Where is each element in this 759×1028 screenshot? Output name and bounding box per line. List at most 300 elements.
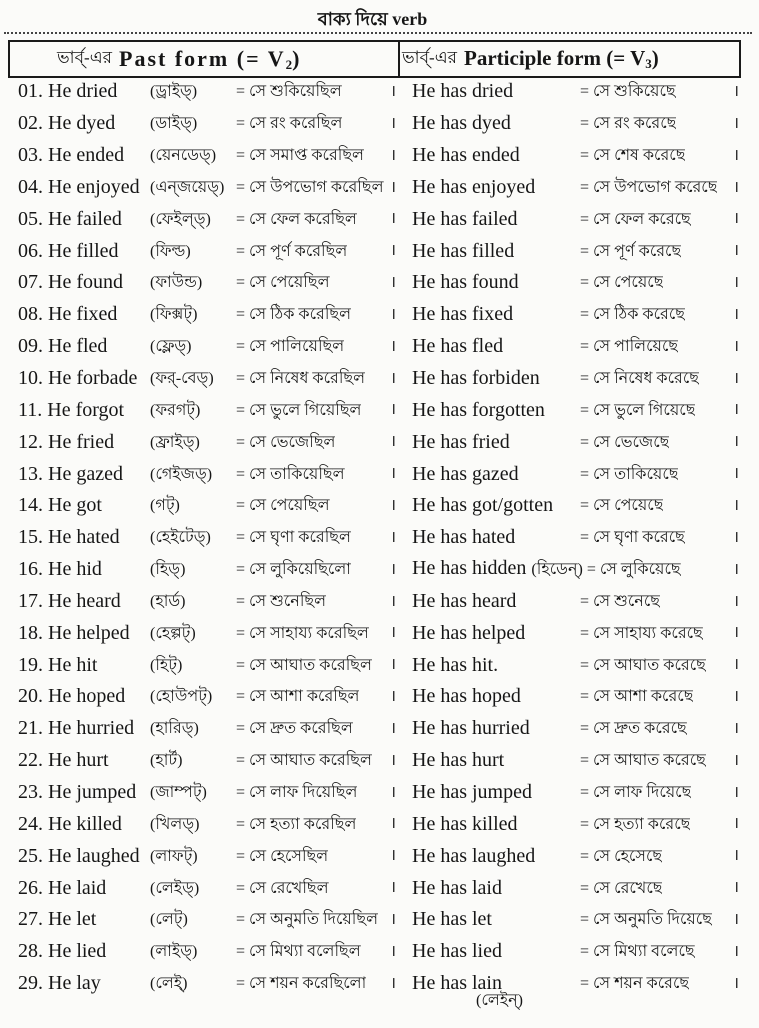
danda-end: । xyxy=(733,560,740,578)
past-form-phrase xyxy=(18,972,150,995)
dotted-divider xyxy=(4,32,752,34)
past-meaning: = সে হেসেছিল xyxy=(236,847,329,865)
past-meaning: = সে লাফ দিয়েছিল xyxy=(236,783,358,801)
danda-separator: । xyxy=(390,178,397,196)
participle-meaning: = সে দ্রুত করেছে xyxy=(580,720,687,738)
past-pronunciation: (হোউপট্) xyxy=(150,688,213,706)
row-number: 26. xyxy=(18,876,43,899)
past-form-text: He fled xyxy=(48,335,108,358)
past-pronunciation: (ফরগট্) xyxy=(150,401,201,419)
past-meaning: = সে ভুলে গিয়েছিল xyxy=(236,401,362,419)
verb-row xyxy=(0,299,759,331)
past-form-phrase xyxy=(18,590,150,613)
danda-separator: । xyxy=(390,879,397,897)
participle-phrase xyxy=(412,208,580,231)
participle-meaning: = সে পূর্ণ করেছে xyxy=(580,242,682,260)
footer-note: (লেইন্) xyxy=(476,992,523,1009)
participle-form-text: He has hidden xyxy=(412,557,527,580)
past-meaning: = সে পূর্ণ করেছিল xyxy=(236,242,348,260)
row-number: 21. xyxy=(18,717,43,740)
past-form-text: He jumped xyxy=(48,780,137,803)
participle-form-cell xyxy=(412,235,730,267)
past-meaning: = সে শয়ন করেছিলো xyxy=(236,975,367,993)
past-form-text: He hoped xyxy=(48,685,126,708)
participle-form-text: He has gazed xyxy=(412,462,519,485)
danda-end: । xyxy=(733,178,740,196)
header-participle-label xyxy=(464,46,659,72)
danda-end: । xyxy=(733,401,740,419)
participle-form-text: He has fled xyxy=(412,335,504,358)
participle-form-text: He has enjoyed xyxy=(412,175,536,198)
past-meaning: = সে মিথ্যা বলেছিল xyxy=(236,943,361,961)
past-form-phrase xyxy=(18,685,150,708)
verb-row xyxy=(0,713,759,745)
participle-meaning: = সে শয়ন করেছে xyxy=(580,975,690,993)
danda-separator: । xyxy=(390,305,397,323)
participle-phrase xyxy=(412,271,580,294)
participle-phrase xyxy=(412,749,580,772)
participle-form-cell xyxy=(412,426,730,458)
danda-separator: । xyxy=(390,942,397,960)
page-title: বাক্য দিয়ে verb xyxy=(317,9,428,29)
danda-separator: । xyxy=(390,210,397,228)
danda-separator: । xyxy=(390,528,397,546)
participle-form-cell xyxy=(412,554,730,586)
verb-row xyxy=(0,617,759,649)
past-form-phrase xyxy=(18,781,150,804)
participle-meaning: = সে ভুলে গিয়েছে xyxy=(580,401,696,419)
past-meaning: = সে তাকিয়েছিল xyxy=(236,465,345,483)
danda-end: । xyxy=(733,369,740,387)
participle-phrase xyxy=(412,367,580,390)
verb-row xyxy=(0,554,759,586)
row-number: 24. xyxy=(18,812,43,835)
past-meaning: = সে পালিয়েছিল xyxy=(236,338,345,356)
danda-separator: । xyxy=(390,719,397,737)
danda-separator: । xyxy=(390,337,397,355)
past-form-cell xyxy=(18,649,386,681)
row-number: 18. xyxy=(18,621,43,644)
past-meaning: = সে ঠিক করেছিল xyxy=(236,306,352,324)
past-form-text: He laughed xyxy=(48,844,140,867)
participle-form-cell xyxy=(412,586,730,618)
past-form-text: He forbade xyxy=(48,367,138,390)
row-number: 02. xyxy=(18,112,43,135)
verb-row xyxy=(0,904,759,936)
participle-phrase xyxy=(412,494,580,517)
past-form-text: He got xyxy=(48,494,102,517)
participle-phrase xyxy=(412,845,580,868)
past-form-cell xyxy=(18,840,386,872)
participle-meaning: = সে আঘাত করেছে xyxy=(580,752,706,770)
verb-row xyxy=(0,936,759,968)
participle-pronunciation: (হিডেন্) xyxy=(531,561,583,579)
past-form-phrase xyxy=(18,80,150,103)
verb-row xyxy=(0,108,759,140)
participle-form-cell xyxy=(412,968,730,1000)
past-pronunciation: (হেইটেড্) xyxy=(150,529,211,547)
row-number: 27. xyxy=(18,908,43,931)
danda-separator: । xyxy=(390,496,397,514)
danda-end: । xyxy=(733,783,740,801)
past-form-cell xyxy=(18,426,386,458)
past-form-phrase xyxy=(18,367,150,390)
past-meaning: = সে ঘৃণা করেছিল xyxy=(236,529,351,547)
past-pronunciation: (ফর্-বেড্) xyxy=(150,370,214,388)
table-header xyxy=(8,40,741,78)
danda-end: । xyxy=(733,305,740,323)
danda-end: । xyxy=(733,337,740,355)
participle-form-text: He has fried xyxy=(412,430,510,453)
participle-form-text: He has found xyxy=(412,271,519,294)
danda-end: । xyxy=(733,688,740,706)
row-number: 04. xyxy=(18,175,43,198)
participle-meaning: = সে পেয়েছে xyxy=(580,274,664,292)
past-meaning: = সে পেয়েছিল xyxy=(236,497,330,515)
past-meaning: = সে সাহায্য করেছিল xyxy=(236,624,369,642)
danda-separator: । xyxy=(390,114,397,132)
participle-form-text: He has heard xyxy=(412,589,517,612)
participle-form-text: He has let xyxy=(412,908,492,931)
past-meaning: = সে আঘাত করেছিল xyxy=(236,752,372,770)
participle-meaning: = সে লাফ দিয়েছে xyxy=(580,783,692,801)
past-form-phrase xyxy=(18,303,150,326)
past-meaning: = সে ফেল করেছিল xyxy=(236,210,357,228)
past-meaning: = সে শুনেছিল xyxy=(236,592,327,610)
verb-row xyxy=(0,490,759,522)
past-form-text: He hurried xyxy=(48,717,135,740)
participle-form-cell xyxy=(412,745,730,777)
past-pronunciation: (ফিল্ড) xyxy=(150,242,191,260)
participle-form-cell xyxy=(412,777,730,809)
verb-row xyxy=(0,458,759,490)
past-pronunciation: (হার্ড) xyxy=(150,592,186,610)
past-meaning: = সে আশা করেছিল xyxy=(236,688,360,706)
past-meaning: = সে লুকিয়েছিলো xyxy=(236,561,351,579)
past-meaning: = সে রং করেছিল xyxy=(236,115,343,133)
participle-meaning: = সে সাহায্য করেছে xyxy=(580,624,703,642)
past-pronunciation: (লাইড্) xyxy=(150,943,198,961)
verb-row xyxy=(0,808,759,840)
header-participle-close: ) xyxy=(651,46,659,70)
verb-row xyxy=(0,331,759,363)
participle-phrase xyxy=(412,813,580,836)
past-meaning: = সে শুকিয়েছিল xyxy=(236,83,342,101)
participle-form-cell xyxy=(412,331,730,363)
participle-meaning: = সে রেখেছে xyxy=(580,879,663,897)
verb-row xyxy=(0,363,759,395)
past-form-phrase xyxy=(18,271,150,294)
danda-separator: । xyxy=(390,688,397,706)
verb-row xyxy=(0,586,759,618)
past-form-phrase xyxy=(18,622,150,645)
participle-meaning: = সে উপভোগ করেছে xyxy=(580,178,718,196)
verb-row xyxy=(0,140,759,172)
participle-form-cell xyxy=(412,363,730,395)
past-form-cell xyxy=(18,108,386,140)
row-number: 20. xyxy=(18,685,43,708)
danda-separator: । xyxy=(390,401,397,419)
participle-form-cell xyxy=(412,617,730,649)
danda-separator: । xyxy=(390,433,397,451)
past-form-cell xyxy=(18,936,386,968)
past-form-cell xyxy=(18,299,386,331)
past-form-text: He killed xyxy=(48,812,122,835)
past-form-cell xyxy=(18,586,386,618)
participle-meaning: = সে অনুমতি দিয়েছে xyxy=(580,911,712,929)
participle-meaning: = সে তাকিয়েছে xyxy=(580,465,679,483)
past-form-phrase xyxy=(18,240,150,263)
participle-phrase xyxy=(412,303,580,326)
past-form-text: He dyed xyxy=(48,112,116,135)
danda-end: । xyxy=(733,815,740,833)
past-form-cell xyxy=(18,363,386,395)
row-number: 03. xyxy=(18,144,43,167)
participle-form-text: He has hurried xyxy=(412,717,530,740)
verb-row xyxy=(0,76,759,108)
row-number: 17. xyxy=(18,589,43,612)
row-number: 19. xyxy=(18,653,43,676)
past-form-cell xyxy=(18,458,386,490)
danda-separator: । xyxy=(390,910,397,928)
danda-separator: । xyxy=(390,274,397,292)
row-number: 25. xyxy=(18,844,43,867)
participle-meaning: = সে শুকিয়েছে xyxy=(580,83,676,101)
danda-end: । xyxy=(733,210,740,228)
past-form-cell xyxy=(18,713,386,745)
past-form-phrase xyxy=(18,176,150,199)
verb-row xyxy=(0,522,759,554)
past-form-text: He filled xyxy=(48,239,119,262)
participle-form-text: He has dyed xyxy=(412,112,511,135)
danda-separator: । xyxy=(390,592,397,610)
past-form-cell xyxy=(18,490,386,522)
past-pronunciation: (ফেইল্ড্) xyxy=(150,210,211,228)
verb-row xyxy=(0,872,759,904)
participle-form-text: He has laid xyxy=(412,876,502,899)
danda-end: । xyxy=(733,751,740,769)
past-form-cell xyxy=(18,681,386,713)
danda-end: । xyxy=(733,242,740,260)
danda-separator: । xyxy=(390,656,397,674)
header-past-label-text: Past form (= V xyxy=(119,45,286,71)
past-meaning: = সে দ্রুত করেছিল xyxy=(236,720,353,738)
verb-row xyxy=(0,745,759,777)
row-number: 07. xyxy=(18,271,43,294)
participle-form-cell xyxy=(412,840,730,872)
participle-phrase xyxy=(412,240,580,263)
participle-meaning: = সে ঠিক করেছে xyxy=(580,306,685,324)
past-meaning: = সে হত্যা করেছিল xyxy=(236,815,357,833)
past-form-phrase xyxy=(18,813,150,836)
participle-form-cell xyxy=(412,808,730,840)
participle-meaning: = সে শেষ করেছে xyxy=(580,147,686,165)
verb-row xyxy=(0,235,759,267)
participle-phrase xyxy=(412,717,580,740)
past-form-phrase xyxy=(18,717,150,740)
row-number: 13. xyxy=(18,462,43,485)
past-form-cell xyxy=(18,777,386,809)
participle-form-cell xyxy=(412,394,730,426)
past-form-phrase xyxy=(18,526,150,549)
danda-end: । xyxy=(733,274,740,292)
participle-form-text: He has lain xyxy=(412,972,502,995)
participle-phrase xyxy=(412,526,580,549)
participle-phrase xyxy=(412,463,580,486)
participle-form-text: He has laughed xyxy=(412,844,536,867)
past-form-text: He let xyxy=(48,908,97,931)
past-form-phrase xyxy=(18,208,150,231)
header-participle-subscript: 3 xyxy=(645,56,652,71)
past-form-phrase xyxy=(18,558,150,581)
danda-end: । xyxy=(733,592,740,610)
participle-phrase xyxy=(412,335,580,358)
participle-form-text: He has forbiden xyxy=(412,367,540,390)
danda-end: । xyxy=(733,974,740,992)
participle-form-cell xyxy=(412,267,730,299)
participle-form-text: He has killed xyxy=(412,812,518,835)
participle-phrase xyxy=(412,144,580,167)
participle-form-text: He has hit. xyxy=(412,653,499,676)
past-form-text: He hurt xyxy=(48,749,109,772)
past-pronunciation: (গেইজড্) xyxy=(150,465,213,483)
past-form-text: He found xyxy=(48,271,123,294)
participle-meaning: = সে ঘৃণা করেছে xyxy=(580,529,685,547)
danda-end: । xyxy=(733,433,740,451)
past-form-cell xyxy=(18,331,386,363)
row-number: 05. xyxy=(18,207,43,230)
past-pronunciation: (ফাউন্ড) xyxy=(150,274,203,292)
participle-form-cell xyxy=(412,490,730,522)
past-form-text: He fried xyxy=(48,430,115,453)
past-pronunciation: (ফিক্সট্) xyxy=(150,306,198,324)
past-pronunciation: (লেট্) xyxy=(150,911,188,929)
participle-phrase xyxy=(412,431,580,454)
past-pronunciation: (লাফট্) xyxy=(150,847,198,865)
past-pronunciation: (জাম্পট্) xyxy=(150,783,207,801)
danda-separator: । xyxy=(390,624,397,642)
participle-phrase xyxy=(412,877,580,900)
participle-meaning: = সে মিথ্যা বলেছে xyxy=(580,943,695,961)
past-form-text: He lay xyxy=(48,972,101,995)
participle-meaning: = সে ফেল করেছে xyxy=(580,210,691,228)
participle-meaning: = সে লুকিয়েছে xyxy=(586,561,681,579)
verb-row xyxy=(0,968,759,1000)
row-number: 22. xyxy=(18,749,43,772)
verb-row xyxy=(0,203,759,235)
verb-row xyxy=(0,681,759,713)
participle-form-text: He has helped xyxy=(412,621,526,644)
danda-separator: । xyxy=(390,783,397,801)
past-form-text: He hated xyxy=(48,526,120,549)
past-form-phrase xyxy=(18,654,150,677)
participle-phrase xyxy=(412,940,580,963)
participle-form-text: He has hoped xyxy=(412,685,521,708)
participle-form-text: He has got/gotten xyxy=(412,494,554,517)
past-form-text: He failed xyxy=(48,207,122,230)
past-form-text: He gazed xyxy=(48,462,123,485)
past-form-phrase xyxy=(18,463,150,486)
past-pronunciation: (হিট্) xyxy=(150,656,183,674)
verb-row xyxy=(0,840,759,872)
participle-form-cell xyxy=(412,904,730,936)
past-form-phrase xyxy=(18,749,150,772)
participle-meaning: = সে শুনেছে xyxy=(580,592,660,610)
participle-form-cell xyxy=(412,299,730,331)
past-meaning: = সে উপভোগ করেছিল xyxy=(236,178,384,196)
danda-separator: । xyxy=(390,369,397,387)
past-pronunciation: (ড্রাইড্) xyxy=(150,83,198,101)
participle-form-cell xyxy=(412,713,730,745)
participle-form-text: He has dried xyxy=(412,80,514,103)
participle-form-text: He has lied xyxy=(412,940,502,963)
participle-phrase xyxy=(412,654,580,677)
participle-meaning: = সে রং করেছে xyxy=(580,115,677,133)
past-form-cell xyxy=(18,394,386,426)
past-form-cell xyxy=(18,76,386,108)
header-past-form xyxy=(10,42,400,76)
past-meaning: = সে অনুমতি দিয়েছিল xyxy=(236,911,378,929)
participle-phrase xyxy=(412,80,580,103)
past-form-cell xyxy=(18,872,386,904)
row-number: 09. xyxy=(18,335,43,358)
verb-row xyxy=(0,394,759,426)
past-form-text: He enjoyed xyxy=(48,175,140,198)
past-meaning: = সে ভেজেছিল xyxy=(236,433,336,451)
row-number: 15. xyxy=(18,526,43,549)
participle-form-cell xyxy=(412,649,730,681)
row-number: 12. xyxy=(18,430,43,453)
past-form-text: He forgot xyxy=(47,398,125,421)
past-form-cell xyxy=(18,267,386,299)
verb-row xyxy=(0,649,759,681)
past-pronunciation: (লেইড্) xyxy=(150,879,200,897)
past-form-text: He laid xyxy=(48,876,107,899)
verb-row xyxy=(0,426,759,458)
danda-separator: । xyxy=(390,974,397,992)
past-form-cell xyxy=(18,172,386,204)
participle-meaning: = সে আশা করেছে xyxy=(580,688,694,706)
past-form-phrase xyxy=(18,431,150,454)
danda-end: । xyxy=(733,528,740,546)
danda-separator: । xyxy=(390,560,397,578)
past-form-cell xyxy=(18,203,386,235)
past-pronunciation: (খিলড্) xyxy=(150,815,200,833)
row-number: 23. xyxy=(18,780,43,803)
header-participle-prefix: ভার্ব্-এর xyxy=(402,48,458,67)
danda-separator: । xyxy=(390,465,397,483)
participle-form-cell xyxy=(412,108,730,140)
participle-phrase xyxy=(412,685,580,708)
row-number: 16. xyxy=(18,558,43,581)
danda-end: । xyxy=(733,847,740,865)
past-pronunciation: (য়েনডেড্) xyxy=(150,147,217,165)
participle-form-cell xyxy=(412,203,730,235)
past-meaning: = সে পেয়েছিল xyxy=(236,274,330,292)
row-number: 28. xyxy=(18,940,43,963)
participle-form-text: He has ended xyxy=(412,144,520,167)
past-meaning: = সে নিষেধ করেছিল xyxy=(236,370,366,388)
participle-meaning: = সে আঘাত করেছে xyxy=(580,656,706,674)
danda-end: । xyxy=(733,624,740,642)
participle-form-cell xyxy=(412,458,730,490)
header-past-label xyxy=(119,46,301,73)
past-form-phrase xyxy=(18,399,150,422)
past-pronunciation: (হারিড্) xyxy=(150,720,199,738)
past-form-cell xyxy=(18,617,386,649)
participle-form-text: He has hated xyxy=(412,526,516,549)
participle-phrase xyxy=(412,556,587,583)
